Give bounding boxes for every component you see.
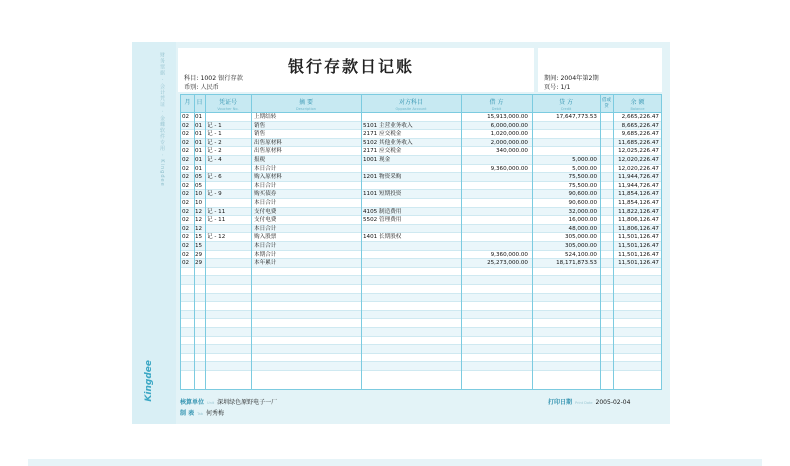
cell-voucher: 记 - 1: [207, 122, 222, 129]
cell-balance: 11,501,126.47: [618, 243, 659, 249]
cell-day: 15: [195, 243, 203, 249]
cell-summary: 出售原材料: [254, 139, 282, 146]
period-line: [544, 73, 599, 82]
cell-month: 02: [182, 234, 190, 241]
cell-credit: 305,000.00: [564, 234, 597, 241]
cell-account: 1201 物资采购: [363, 174, 402, 181]
col-divider: [532, 95, 533, 389]
cell-day: 15: [195, 234, 203, 241]
col-month: 月: [184, 99, 191, 106]
page-label: 页号:: [544, 84, 559, 91]
cell-month: 02: [182, 225, 190, 232]
side-strip: [132, 42, 176, 424]
print-date-label-en: Print Date: [575, 401, 593, 405]
cell-balance: 12,025,226.47: [618, 148, 659, 155]
cell-day: 01: [195, 139, 203, 146]
page-number-line: [544, 82, 570, 91]
table-row: [181, 251, 661, 260]
page-title: 银行存款日记账: [288, 57, 415, 76]
cell-account: 2171 应交税金: [363, 148, 402, 155]
col-balance: [613, 97, 662, 111]
ledger-table: [180, 94, 662, 390]
cell-summary: 出售原材料: [254, 148, 282, 155]
cell-day: 01: [195, 157, 203, 163]
table-row: [181, 259, 661, 268]
cell-balance: 8,665,226.47: [621, 122, 659, 129]
bottom-bar: [28, 459, 762, 466]
cell-month: 02: [182, 217, 190, 224]
cell-month: 02: [182, 114, 190, 120]
empty-row: [181, 294, 661, 303]
table-row: [181, 122, 661, 131]
col-direction: 借或贷: [602, 98, 611, 109]
cell-balance: 9,685,226.47: [621, 131, 659, 138]
col-credit: [532, 97, 600, 111]
cell-balance: 11,501,126.47: [618, 251, 659, 258]
cell-credit: 524,100.00: [564, 251, 597, 258]
empty-row: [181, 345, 661, 354]
cell-voucher: 记 - 1: [207, 131, 222, 138]
cell-day: 05: [195, 174, 203, 181]
period-label: 期间:: [544, 75, 559, 82]
subject-label: 科目:: [184, 75, 199, 82]
cell-day: 01: [195, 114, 203, 120]
cell-debit: 1,020,000.00: [490, 131, 528, 138]
empty-row: [181, 362, 661, 371]
cell-credit: 90,600.00: [568, 200, 597, 206]
cell-credit: 16,000.00: [568, 217, 597, 224]
unit-value: 深圳绿色原野电子一厂: [217, 399, 278, 406]
maker-value: 何秀梅: [206, 410, 225, 417]
cell-voucher: 记 - 12: [207, 234, 226, 241]
cell-month: 02: [182, 243, 190, 249]
table-row: [181, 190, 661, 199]
table-row: [181, 139, 661, 148]
col-account-label: 对方科目: [398, 99, 423, 106]
footer-print-date: [548, 397, 630, 406]
col-divider: [194, 95, 195, 389]
print-date-label: 打印日期: [548, 399, 573, 406]
col-debit: [461, 97, 532, 111]
table-row: [181, 233, 661, 242]
cell-debit: 25,273,000.00: [487, 260, 528, 267]
cell-credit: 75,500.00: [568, 174, 597, 181]
cell-summary: 本日合计: [254, 165, 277, 172]
maker-label-en: Tab: [197, 412, 204, 416]
cell-summary: 本日合计: [254, 225, 277, 232]
cell-summary: 本年累计: [254, 260, 277, 267]
cell-account: 4105 制造费用: [363, 208, 402, 215]
empty-row: [181, 285, 661, 294]
cell-debit: 340,000.00: [495, 148, 528, 155]
cell-credit: 32,000.00: [568, 208, 597, 215]
cell-credit: 5,000.00: [572, 157, 597, 163]
cell-balance: 11,822,126.47: [618, 208, 659, 215]
col-day: 日: [196, 99, 203, 106]
col-credit-label: 贷 方: [559, 99, 573, 106]
cell-summary: 购入原材料: [254, 174, 282, 181]
table-row: [181, 173, 661, 182]
cell-month: 02: [182, 200, 190, 206]
cell-month: 02: [182, 139, 190, 146]
cell-month: 02: [182, 165, 190, 172]
subject-value: 1002 银行存款: [200, 75, 243, 82]
print-date-value: 2005-02-04: [595, 399, 631, 406]
col-divider: [613, 95, 614, 389]
cell-day: 29: [195, 251, 203, 258]
empty-row: [181, 354, 661, 363]
cell-month: 02: [182, 174, 190, 181]
col-summary-en: Description: [296, 107, 316, 111]
col-voucher: [205, 97, 251, 111]
col-balance-label: 余 额: [630, 99, 645, 106]
cell-account: 5102 其他业务收入: [363, 139, 413, 146]
cell-voucher: 记 - 2: [207, 148, 222, 155]
empty-row: [181, 337, 661, 346]
empty-row: [181, 328, 661, 337]
cell-summary: 支付电费: [254, 208, 277, 215]
table-row: [181, 113, 661, 122]
cell-balance: 11,854,126.47: [618, 191, 659, 198]
cell-balance: 2,665,226.47: [621, 114, 659, 120]
cell-summary: 本日合计: [254, 182, 277, 189]
period-value: 2004年第2期: [560, 75, 599, 82]
col-divider: [600, 95, 601, 389]
cell-month: 02: [182, 251, 190, 258]
table-row: [181, 165, 661, 174]
empty-row: [181, 302, 661, 311]
table-row: [181, 147, 661, 156]
cell-debit: 6,000,000.00: [490, 122, 528, 129]
col-summary: [251, 97, 361, 111]
col-voucher-en: Voucher No.: [217, 107, 239, 111]
cell-balance: 12,020,226.47: [618, 165, 659, 172]
cell-day: 12: [195, 217, 203, 224]
col-divider: [361, 95, 362, 389]
cell-month: 02: [182, 122, 190, 129]
header-left-panel: [178, 48, 534, 92]
cell-month: 02: [182, 148, 190, 155]
table-row: [181, 216, 661, 225]
col-divider: [205, 95, 206, 389]
cell-day: 12: [195, 208, 203, 215]
cell-balance: 11,944,726.47: [618, 182, 659, 189]
unit-label-en: Unit: [207, 401, 215, 405]
empty-row: [181, 319, 661, 328]
cell-month: 02: [182, 182, 190, 189]
cell-day: 01: [195, 122, 203, 129]
cell-day: 05: [195, 182, 203, 189]
currency-line: [184, 82, 219, 91]
cell-credit: 5,000.00: [572, 165, 597, 172]
cell-account: 1101 短期投资: [363, 191, 402, 198]
cell-summary: 支付电费: [254, 217, 277, 224]
cell-credit: 48,000.00: [568, 225, 597, 232]
currency-value: 人民币: [200, 84, 219, 91]
table-row: [181, 208, 661, 217]
cell-voucher: 记 - 9: [207, 191, 222, 198]
table-header: [181, 95, 661, 113]
cell-balance: 11,501,126.47: [618, 234, 659, 241]
col-credit-en: Credit: [560, 107, 572, 111]
cell-balance: 11,685,226.47: [618, 139, 659, 146]
cell-credit: 75,500.00: [568, 182, 597, 189]
cell-summary: 购入股票: [254, 234, 277, 241]
cell-account: 5502 管理费用: [363, 217, 402, 224]
footer-unit: [180, 397, 277, 406]
table-row: [181, 130, 661, 139]
side-strip-text: 财务票据 · 会计凭证 · 金蝶软件专用 · Kingdee: [159, 52, 165, 187]
cell-account: 1401 长期股权: [363, 234, 402, 241]
col-divider: [461, 95, 462, 389]
table-row: [181, 242, 661, 251]
footer-maker: [180, 408, 224, 417]
cell-summary: 销售: [254, 131, 266, 138]
cell-summary: 购买债券: [254, 191, 277, 198]
cell-day: 12: [195, 225, 203, 232]
cell-balance: 11,944,726.47: [618, 174, 659, 181]
header-right-panel: [538, 48, 662, 92]
unit-label: 核算单位: [180, 399, 205, 406]
cell-balance: 11,854,126.47: [618, 200, 659, 206]
cell-voucher: 记 - 4: [207, 157, 222, 163]
table-row: [181, 182, 661, 191]
cell-debit: 9,360,000.00: [490, 251, 528, 258]
cell-account: 5101 主营业务收入: [363, 122, 413, 129]
cell-day: 01: [195, 165, 203, 172]
empty-row: [181, 268, 661, 277]
cell-summary: 本日合计: [254, 243, 277, 249]
cell-summary: 销售: [254, 122, 266, 129]
cell-day: 29: [195, 260, 203, 267]
col-account-en: Opposite Account: [395, 107, 427, 111]
table-row: [181, 156, 661, 165]
cell-month: 02: [182, 191, 190, 198]
cell-balance: 12,020,226.47: [618, 157, 659, 163]
cell-debit: 15,913,000.00: [487, 114, 528, 120]
cell-credit: 305,000.00: [564, 243, 597, 249]
cell-summary: 本期合计: [254, 251, 277, 258]
cell-day: 01: [195, 131, 203, 138]
cell-credit: 17,647,773.53: [556, 114, 597, 120]
cell-voucher: 记 - 11: [207, 208, 226, 215]
empty-row: [181, 276, 661, 285]
col-divider: [251, 95, 252, 389]
cell-debit: 9,360,000.00: [490, 165, 528, 172]
cell-voucher: 记 - 11: [207, 217, 226, 224]
table-row: [181, 199, 661, 208]
cell-balance: 11,501,126.47: [618, 260, 659, 267]
col-account: [361, 97, 461, 111]
col-balance-en: Balance: [630, 107, 645, 111]
col-debit-en: Debit: [491, 107, 502, 111]
cell-month: 02: [182, 260, 190, 267]
maker-label: 制 表: [180, 410, 195, 417]
cell-credit: 90,600.00: [568, 191, 597, 198]
cell-month: 02: [182, 208, 190, 215]
kingdee-logo: Kingdee: [144, 360, 154, 402]
empty-row: [181, 311, 661, 320]
cell-account: 2171 应交税金: [363, 131, 402, 138]
cell-voucher: 记 - 6: [207, 174, 222, 181]
col-debit-label: 借 方: [489, 99, 504, 106]
page-value: 1/1: [560, 84, 571, 91]
cell-month: 02: [182, 157, 190, 163]
currency-label: 币别:: [184, 84, 199, 91]
cell-day: 01: [195, 148, 203, 155]
cell-day: 10: [195, 200, 203, 206]
cell-balance: 11,806,126.47: [618, 225, 659, 232]
cell-balance: 11,806,126.47: [618, 217, 659, 224]
cell-credit: 18,171,873.53: [556, 260, 597, 267]
cell-month: 02: [182, 131, 190, 138]
table-row: [181, 225, 661, 234]
cell-day: 10: [195, 191, 203, 198]
cell-summary: 报税: [254, 157, 266, 163]
cell-account: 1001 现金: [363, 157, 391, 163]
col-summary-label: 摘 要: [299, 99, 313, 106]
cell-voucher: 记 - 2: [207, 139, 222, 146]
cell-summary: 上期结转: [254, 114, 277, 120]
cell-summary: 本日合计: [254, 200, 277, 206]
cell-debit: 2,000,000.00: [490, 139, 528, 146]
subject-line: [184, 73, 243, 82]
col-voucher-label: 凭证号: [218, 99, 237, 106]
